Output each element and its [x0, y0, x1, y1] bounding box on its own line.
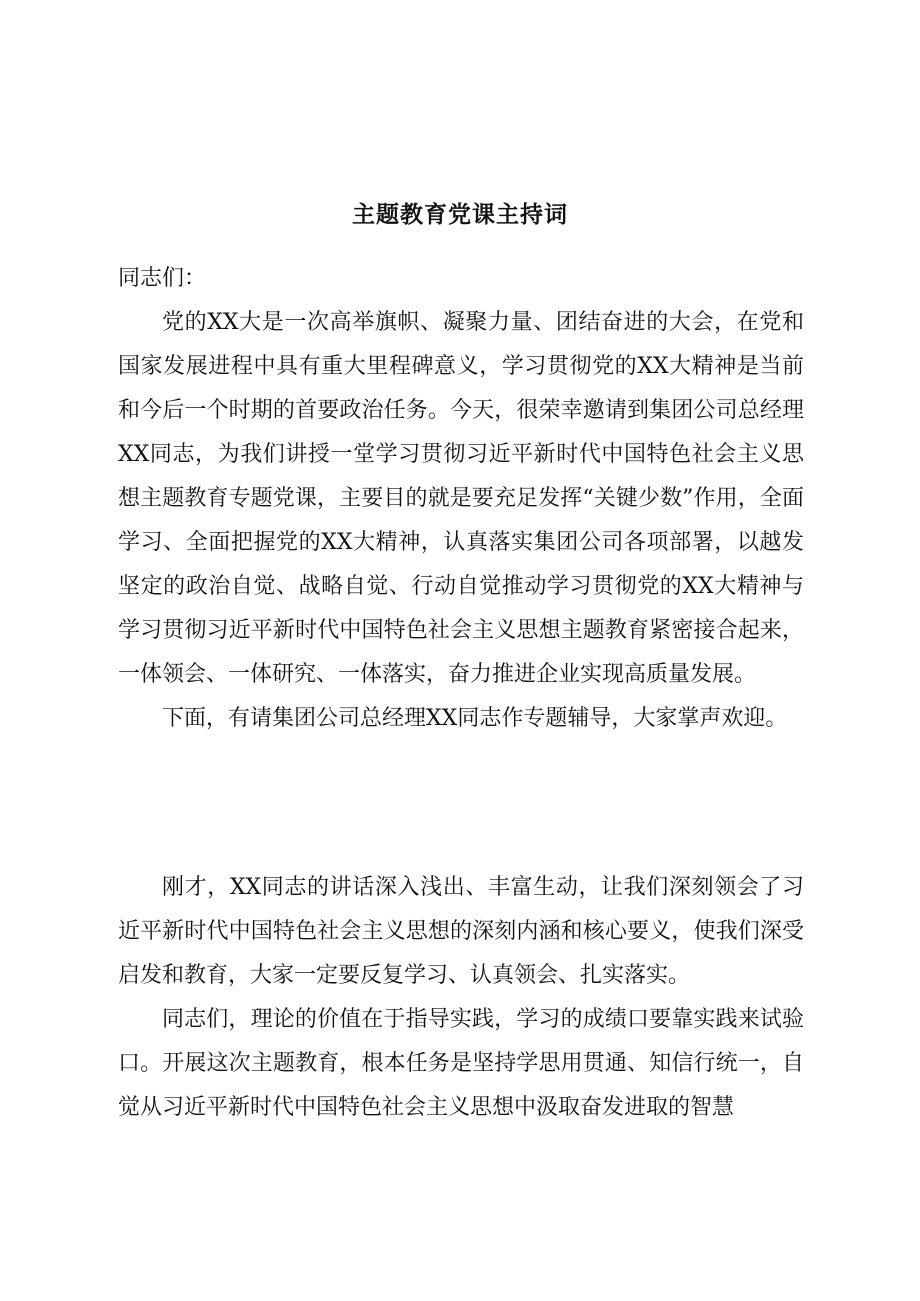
paragraph-opening: 党的XX大是一次高举旗帜、凝聚力量、团结奋进的大会，在党和国家发展进程中具有重大里程碑意义，学习贯彻党的XX大精神是当前和今后一个时期的首要政治任务。今天，很荣幸邀请到集团公司总经理XX同志，为我们讲授一堂学习贯彻习近平新时代中国特色社会主义思想主题教育专题党课，主要目的就是要充足发挥“关键少数”作用，全面学习、全面把握党的XX大精神，认真落实集团公司各项部署，以越发坚定的政治自觉、战略自觉、行动自觉推动学习贯彻党的XX大精神与学习贯彻习近平新时代中国特色社会主义思想主题教育紧密接合起来，一体领会、一体研究、一体落实，奋力推进企业实现高质量发展。	[118, 310, 804, 687]
paragraph-summary: 刚才，XX同志的讲话深入浅出、丰富生动，让我们深刻领会了习近平新时代中国特色社会主义思想的深刻内涵和核心要义，使我们深受启发和教育，大家一定要反复学习、认真领会、扎实落实。	[118, 875, 804, 988]
paragraph-closing: 同志们，理论的价值在于指导实践，学习的成绩口要靠实践来试验口。开展这次主题教育，根本任务是坚持学思用贯通、知信行统一，自觉从习近平新时代中国特色社会主义思想中汲取奋发进取的智慧	[118, 1007, 804, 1120]
paragraph-invitation: 下面，有请集团公司总经理XX同志作专题辅导，大家掌声欢迎。	[162, 706, 788, 731]
salutation: 同志们：	[118, 266, 207, 291]
text-block-part2	[118, 866, 804, 1130]
document-title: 主题教育党课主持词	[352, 202, 568, 228]
text-block-part1	[118, 301, 804, 741]
